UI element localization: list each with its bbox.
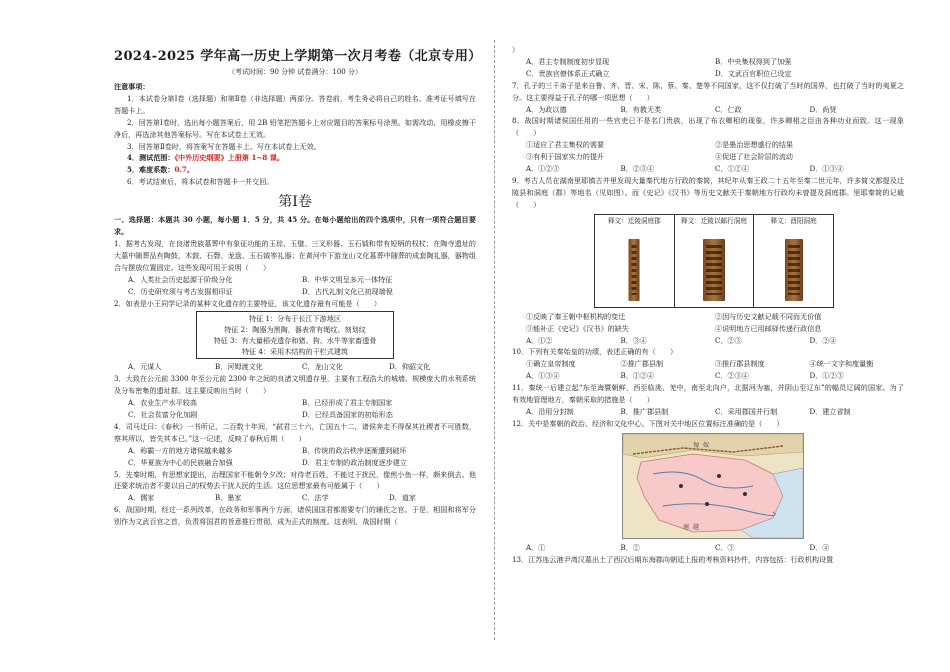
question-1	[114, 238, 476, 298]
bamboo-slip-image	[629, 239, 640, 301]
notice-heading: 注意事项：	[114, 82, 150, 91]
slip-caption: 释文：酉阳洞庭	[770, 216, 817, 225]
option[interactable]: D．古代礼制文化已初现端倪	[302, 286, 393, 296]
map-label: 匈	[693, 441, 700, 449]
statement: ④说明地方已用邮驿传递行政信息	[715, 323, 822, 333]
statement: ①确立皇帝制度	[526, 359, 576, 369]
question-stem: 3．大致在公元前 3300 年至公元前 2300 年之间的良渚文明遗存里，主要有工程浩大的城墙、规模庞大的水利系统及分布密集的遗址群。这主要反映出当时（ ）	[114, 374, 476, 396]
option[interactable]: C．②③④	[715, 371, 749, 381]
bamboo-slips-figure	[594, 214, 834, 308]
option[interactable]: A．称霸一方的地方诸侯越来越多	[128, 445, 233, 455]
question-stem: 1．据考古发现，在良渚贵族墓葬中有象征功能的玉琮、玉璧、三叉形器、玉石钺和带有短柄的权杖；在陶寺遗址的大墓中随葬品有陶鼓、木鼓、石磬、龙盘、玉石钺等礼器；在黄河中下游龙山文化墓葬中随葬的成套陶礼器，器物组合与摆放位置固定。这些发现可用于说明（ ）	[114, 238, 476, 272]
option[interactable]: B．推广郡县制	[620, 406, 669, 416]
question-5	[114, 469, 476, 505]
option[interactable]: C．贵族官僚体系正式确立	[526, 68, 610, 78]
question-stem: 2．如表是小王同学记录的某种文化遗存的主要特征，该文化遗存最有可能是（ ）	[114, 298, 381, 308]
question-stem: 13．江苏连云港尹湾汉墓出土了西汉后期东海郡向朝廷上报的考核资料抄件，内容包括：行政机构设置	[512, 554, 834, 564]
bamboo-slip-image	[785, 239, 803, 301]
option[interactable]: D．①③④	[809, 164, 844, 174]
right-column	[512, 44, 904, 566]
notice-item	[114, 164, 476, 176]
option[interactable]: B．③④	[620, 335, 647, 345]
option[interactable]: B．中央集权得到了加强	[715, 56, 792, 66]
options	[512, 335, 904, 347]
qin-map	[622, 433, 804, 539]
scope-label: 4．测试范围：	[127, 153, 175, 163]
options	[114, 274, 476, 298]
option[interactable]: C．历史研究须与考古发掘相印证	[128, 286, 233, 296]
question-11	[512, 382, 904, 418]
option[interactable]: D．②④	[809, 335, 837, 345]
statement: ③有利于国家实力的提升	[526, 152, 605, 162]
statement: ②因与历史文献记载不同而无价值	[715, 311, 822, 321]
option[interactable]: B．传统的政治秩序逐渐遭到破坏	[302, 445, 407, 455]
option[interactable]: B．①②④	[620, 371, 655, 381]
options	[512, 406, 904, 418]
option[interactable]: A．①③④	[526, 371, 560, 381]
statement: ③推行郡县制度	[715, 359, 765, 369]
option[interactable]: A．①②	[526, 335, 553, 345]
question-stem: 6．战国时期，经过一系列改革，在政务和军事两个方面，诸侯国国君都需要专门的辅佐之官。于是，相国和将军分别作为文武百官之首，负责将国君的旨意推行贯彻，成为正式的制度。这表明，战国时期（	[114, 505, 476, 527]
option[interactable]: A．元谋人	[128, 362, 162, 372]
column-divider	[494, 40, 495, 640]
statement: ④促进了社会阶层的流动	[715, 152, 794, 162]
notice-item: 2．回答第Ⅰ卷时，选出每小题答案后，用 2B 铅笔把答题卡上对应题目的答案标号涂黑。如需改动，用橡皮擦干净后，再选涂其他答案标号。写在本试卷上无效。	[114, 117, 476, 139]
statement: ④统一文字和度量衡	[809, 359, 874, 369]
question-stem: 9．考古人员在湖南里耶镇古井里发现大量秦代地方行政的秦简，其纪年从秦王政二十五年至秦二世元年，许多简文都提及迁陵县和洞庭（郡）等地名（见如图）。而《史记》《汉书》等历史文献关于秦朝地方行政均未曾提及洞庭郡。里耶秦简的记载（ ）	[512, 175, 904, 209]
option[interactable]: D．道家	[389, 493, 416, 503]
volume-heading: 第Ⅰ卷	[278, 194, 312, 211]
option[interactable]: B．中华文明呈多元一体特征	[302, 274, 393, 284]
notice-item: 6．考试结束后，将本试卷和答题卡一并交回。	[127, 177, 274, 187]
options	[512, 104, 904, 116]
difficulty-value: 0.7。	[174, 165, 194, 175]
bamboo-slip-image	[703, 239, 725, 301]
options	[114, 361, 476, 373]
left-column	[114, 46, 482, 528]
statements	[512, 139, 904, 163]
option[interactable]: C．采用郡国并行制	[715, 406, 778, 416]
options	[512, 370, 904, 382]
option[interactable]: D．④	[809, 542, 830, 552]
option[interactable]: C．法学	[302, 493, 329, 503]
question-4	[114, 421, 476, 469]
question-stem: 10．下列有关秦始皇的功绩，表述正确的有（ ）	[512, 347, 678, 357]
question-stem: 8．战国时期诸侯国任用的一些官吏已不是名门贵族，出现了布衣卿相的现象，许多卿相之臣由各种功业而致。这一现象（ ）	[512, 116, 904, 138]
map-label: 越	[693, 523, 700, 531]
question-stem: 12．关中是秦朝的政治、经济和文化中心。下图对关中地区位置标注准确的是（ ）	[512, 418, 784, 428]
statement: ①反映了秦王朝中枢机构的变迁	[526, 311, 626, 321]
slip-caption: 释文：迁陵以邮行洞庭	[681, 216, 747, 225]
option[interactable]: C．③	[715, 542, 735, 552]
option[interactable]: C．社会贫富分化加剧	[128, 410, 198, 420]
page-title: 2024-2025 学年高一历史上学期第一次月考卷（北京专用）	[114, 49, 482, 64]
question-stem: 4．司马迁曰：《春秋》一书所记，二百数十年间，“弑君三十六，亡国五十二，诸侯奔走不得保其社稷者不可胜数，察其所以，皆失其本已。”这一记述，反映了春秋后期（ ）	[114, 421, 476, 443]
options	[114, 492, 476, 504]
option[interactable]: C．仁政	[715, 104, 742, 114]
option[interactable]: A．①	[526, 542, 546, 552]
option[interactable]: A．沿用分封制	[526, 406, 574, 416]
question-6	[114, 504, 476, 528]
question-13	[512, 554, 904, 566]
options	[512, 56, 904, 80]
option[interactable]: D．文武百官职位已设定	[715, 68, 792, 78]
exam-info: （考试时间：90 分钟 试卷满分：100 分）	[228, 68, 362, 76]
option[interactable]: C．龙山文化	[302, 362, 343, 372]
section-heading: 一、选择题：本题共 30 小题，每小题 1．5 分，共 45 分。在每小题给出的四个选项中，只有一项符合题目要求。	[114, 215, 476, 237]
options	[512, 163, 904, 175]
option[interactable]: A．君主专制制度初步显现	[526, 56, 610, 66]
map-label: 奴	[703, 441, 710, 449]
question-stem-continued: ）	[512, 45, 520, 54]
options	[114, 397, 476, 421]
notice-item	[114, 152, 476, 164]
feature-row: 特征 1：分布于长江下游地区	[249, 314, 341, 324]
question-stem: 11．秦统一后建立起“东至海暨朝鲜，西至临洮、羌中，南至北向户，北据河为塞，并阴山至辽东”的幅员辽阔的国家。为了有效地管理地方，秦朝采取的措施是（ ）	[512, 383, 904, 405]
map-label: 南	[683, 523, 690, 531]
option[interactable]: D．君主专制的政治制度逐步建立	[302, 457, 407, 467]
option[interactable]: C．华夏族为中心的民族融合加强	[128, 457, 233, 467]
option[interactable]: A．为政以德	[526, 104, 567, 114]
question-8	[512, 115, 904, 175]
option[interactable]: D．尚贤	[809, 104, 837, 114]
option[interactable]: C．①②④	[715, 164, 749, 174]
statement: ①适应了君主集权的需要	[526, 140, 605, 150]
option[interactable]: A．儒家	[128, 493, 155, 503]
question-2	[114, 298, 476, 374]
question-6-continued	[512, 44, 904, 80]
question-12	[512, 418, 904, 554]
question-7	[512, 80, 904, 116]
feature-row: 特征 2：陶器为黑陶，器表常有绳纹、刻划纹	[224, 325, 366, 335]
slip-cell	[595, 215, 675, 307]
question-9	[512, 175, 904, 346]
options	[114, 445, 476, 469]
slip-caption: 释文：迁陵洞庭郡	[607, 216, 661, 225]
option[interactable]: A．农业生产水平较高	[128, 398, 197, 408]
option[interactable]: D．仰韶文化	[389, 362, 431, 372]
statements	[512, 311, 904, 335]
option[interactable]: D．建立省制	[809, 406, 851, 416]
option[interactable]: B．②③④	[620, 164, 655, 174]
statements	[512, 358, 904, 370]
option[interactable]: A．人类社会历史起源于阶级分化	[128, 274, 233, 284]
feature-row: 特征 4：采用木结构的干栏式建筑	[241, 347, 349, 357]
map-graphic	[623, 434, 803, 538]
question-10	[512, 346, 904, 382]
option[interactable]: C．②③	[715, 335, 742, 345]
question-stem: 5．先秦时期，有思想家提出，治理国家不能朝令夕改；对待老百姓，不能过于扰民，像煎小鱼一样，颇来倒去。他还要求统治者不要以自己的权势去干扰人民的生活。这位思想家最有可能属于（ ）	[114, 469, 476, 491]
question-stem: 7．孔子的三千弟子是来自鲁、齐、晋、宋、陈、蔡、秦、楚等不同国家，这不仅打破了当时的国界，也打破了当时的夷夏之分。这主要得益于孔子的哪一项思想（ ）	[512, 80, 904, 102]
question-3	[114, 373, 476, 421]
option[interactable]: B．已经形成了君主专制国家	[302, 398, 393, 408]
option[interactable]: D．①②③	[809, 371, 844, 381]
option[interactable]: B．河姆渡文化	[215, 362, 263, 372]
notice-item: 1．本试卷分第Ⅰ卷（选择题）和第Ⅱ卷（非选择题）两部分。答卷前，考生务必将自己的姓名、准考证号填写在答题卡上。	[114, 93, 476, 115]
statement: ②推广郡县制	[620, 359, 664, 369]
feature-row: 特征 3：有大量稻壳遗存和猪、狗、水牛等家畜遗骨	[213, 336, 377, 346]
option[interactable]: D．已经具备国家的初始形态	[302, 410, 393, 420]
option[interactable]: B．有教无类	[620, 104, 662, 114]
slip-cell	[675, 215, 755, 307]
option[interactable]: B．墨家	[215, 493, 242, 503]
notice-item: 3．回答第Ⅱ卷时，将答案写在答题卡上。写在本试卷上无效。	[127, 141, 321, 151]
statement: ②是墨治思想盛行的结果	[715, 140, 794, 150]
option[interactable]: B．②	[620, 542, 640, 552]
slip-cell	[754, 215, 833, 307]
notice-block	[114, 81, 476, 188]
options	[512, 542, 904, 554]
statement: ③能补正《史记》《汉书》的缺失	[526, 323, 629, 333]
difficulty-label: 5．难度系数：	[127, 165, 175, 175]
option[interactable]: A．①②③	[526, 164, 560, 174]
feature-table	[196, 311, 394, 359]
scope-value: 《中外历史纲要》上册第 1~8 课。	[174, 153, 284, 163]
